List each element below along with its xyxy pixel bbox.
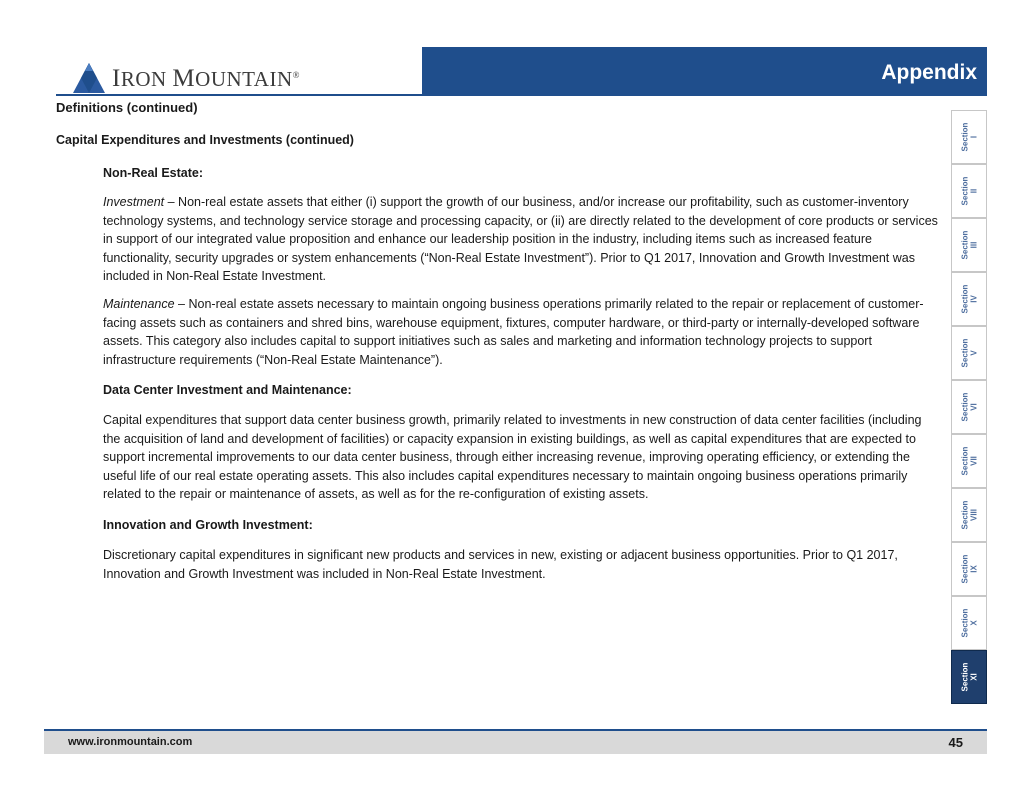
sub-heading: Capital Expenditures and Investments (continued) <box>56 133 354 147</box>
section-tab-iii[interactable]: Section III <box>951 218 987 272</box>
footer-bar <box>44 729 987 754</box>
section-navigation <box>951 110 987 706</box>
page-number: 45 <box>948 735 963 750</box>
header-divider <box>56 94 987 96</box>
non-real-estate-heading: Non-Real Estate: <box>103 166 204 180</box>
maintenance-definition <box>103 295 939 369</box>
section-tab-vi[interactable]: Section VI <box>951 380 987 434</box>
innovation-heading: Innovation and Growth Investment: <box>103 518 313 532</box>
innovation-text: Discretionary capital expenditures in significant new products and services in new, existing or adjacent business opportunities. Prior to Q1 2017, Innovation and Growth Investment was included in Non-Real Estate Investment. <box>103 548 898 581</box>
mountain-icon <box>72 62 106 94</box>
section-tab-ix[interactable]: Section IX <box>951 542 987 596</box>
maintenance-text: – Non-real estate assets necessary to maintain ongoing business operations primarily related to the repair or replacement of customer-facing assets such as containers and shred bins, warehouse equipment, fixtures, computer hardware, or third-party or internally-developed software assets. This category also includes capital to support initiatives such as sales and marketing and information technology projects to support infrastructure requirements (“Non-Real Estate Maintenance”). <box>103 297 924 367</box>
footer-url[interactable]: www.ironmountain.com <box>68 736 193 748</box>
section-tab-xi-active[interactable]: Section XI <box>951 650 987 704</box>
logo-wordmark: IRON MOUNTAIN® <box>112 65 300 92</box>
section-tab-ii[interactable]: Section II <box>951 164 987 218</box>
section-tab-vii[interactable]: Section VII <box>951 434 987 488</box>
investment-definition <box>103 193 939 286</box>
page-heading: Definitions (continued) <box>56 100 198 115</box>
page-title: Appendix <box>881 61 977 84</box>
section-tab-iv[interactable]: Section IV <box>951 272 987 326</box>
section-tab-i[interactable]: Section I <box>951 110 987 164</box>
investment-text: – Non-real estate assets that either (i) support the growth of our business, and/or increase our profitability, such as customer-inventory technology systems, and technology service storage and processing capacity, or (ii) are directly related to the development of core products or services in support of our integrated value proposition and enhance our leadership position in the industry, including items such as increased feature functionality, security upgrades or system enhancements (“Non-Real Estate Investment”). Prior to Q1 2017, Innovation and Growth Investment was included in Non-Real Estate Investment. <box>103 195 938 283</box>
iron-mountain-logo <box>72 60 300 94</box>
section-tab-viii[interactable]: Section VIII <box>951 488 987 542</box>
maintenance-term: Maintenance <box>103 297 175 311</box>
header-bar <box>422 47 987 94</box>
section-tab-v[interactable]: Section V <box>951 326 987 380</box>
data-center-heading: Data Center Investment and Maintenance: <box>103 383 352 397</box>
data-center-text: Capital expenditures that support data center business growth, primarily related to investments in new construction of data center facilities (including the acquisition of land and development of facilities) or capacity expansion in existing buildings, as well as capital expenditures that are expected to support incremental improvements to our data center business, through either increasing revenue, improving operating efficiency, or extending the useful life of our real estate operating assets. This also includes capital expenditures necessary to maintain ongoing business operations primarily related to the repair or maintenance of assets, as well as for the re-configuration of existing assets. <box>103 413 922 501</box>
section-tab-x[interactable]: Section X <box>951 596 987 650</box>
investment-term: Investment <box>103 195 165 209</box>
